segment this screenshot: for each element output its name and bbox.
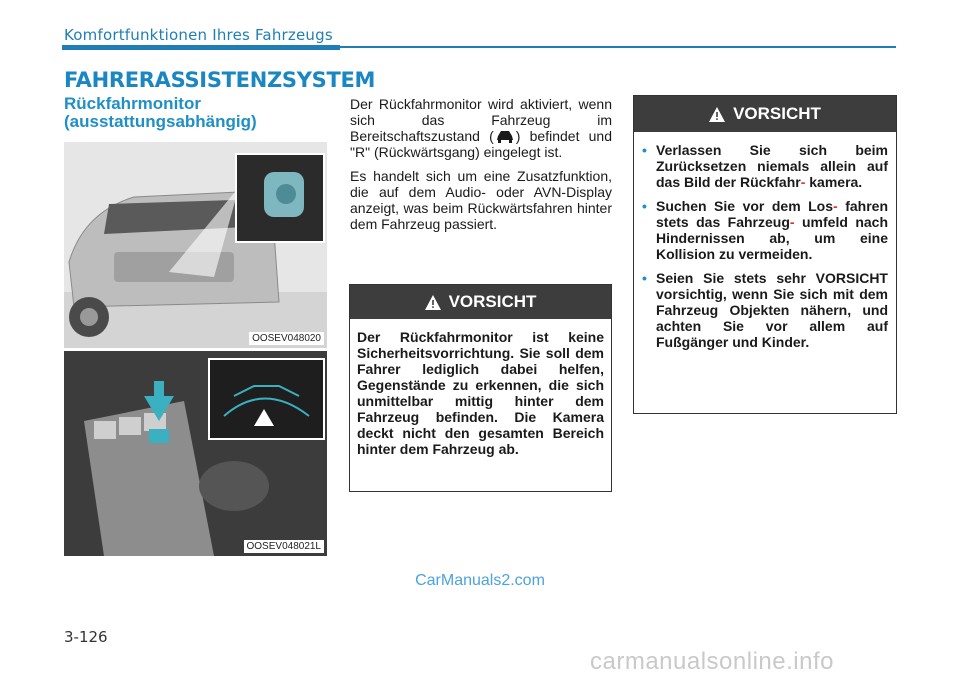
hyphen: - (789, 214, 795, 230)
list-item-text: Verlassen Sie sich beim Zurücksetzen niemals allein auf das Bild der Rückfahr (656, 142, 888, 190)
caution-box-list (633, 95, 897, 414)
caution-heading: VORSICHT (733, 104, 821, 123)
bullet-icon: • (642, 198, 647, 214)
section-header: Komfortfunktionen Ihres Fahrzeugs (64, 26, 333, 44)
body-paragraph-1-part2: ) befindet und "R" (Rückwärtsgang) eingelegt ist. (350, 128, 612, 160)
caution-text: Der Rückfahrmonitor ist keine Sicherheitsvorrichtung. Sie soll dem Fahrer lediglich dabei helfen, Gegenstände zu erkennen, die sich unmittelbar mittig hinter dem Fahrzeug befinden. Die Kamera deckt nicht den gesamten Bereich hinter dem Fahrzeug ab. (357, 329, 604, 457)
caution-box (349, 284, 612, 492)
list-item-text: Suchen Sie vor dem Los (656, 198, 834, 214)
caution-header (634, 96, 896, 132)
list-item-text-end: umfeld nach Hindernissen ab, um eine Kollision zu vermeiden. (656, 214, 888, 262)
gear-selector-photo (64, 351, 327, 556)
watermark-link[interactable]: CarManuals2.com (415, 572, 545, 589)
caution-header (350, 285, 611, 319)
image-caption: OOSEV048021L (244, 540, 325, 553)
bullet-icon: • (642, 270, 647, 286)
list-item (642, 270, 888, 350)
header-rule (62, 45, 340, 50)
subsection-title-line2: (ausstattungsabhängig) (64, 112, 257, 131)
body-paragraph-2: Es handelt sich um eine Zusatzfunktion, die auf dem Audio- oder AVN-Display anzeigt, was beim Rückwärtsfahren hinter dem Fahrzeug passiert. (350, 168, 612, 232)
list-item (642, 198, 888, 262)
hyphen: - (833, 198, 838, 214)
list-item-text-cont: fahren stets das Fahrzeug (656, 198, 888, 230)
page-number: 3-126 (64, 628, 108, 646)
caution-heading: VORSICHT (448, 292, 537, 311)
car-rear-illustration (64, 142, 327, 348)
header-rule-thin (340, 46, 896, 48)
list-item (642, 142, 888, 190)
console-illustration (64, 351, 327, 556)
body-paragraph-1-part1: Der Rückfahrmonitor wird aktiviert, wenn sich das Fahrzeug im Bereitschaftszustand ( (350, 96, 612, 144)
image-caption: OOSEV048020 (249, 332, 324, 345)
page-title: FAHRERASSISTENZSYSTEM (64, 68, 376, 92)
warning-triangle-icon (425, 295, 441, 310)
caution-list (634, 132, 896, 350)
list-item-text-cont: kamera. (809, 174, 863, 190)
subsection-title-line1: Rückfahrmonitor (64, 94, 201, 113)
bullet-icon: • (642, 142, 647, 158)
footer-watermark: carmanualsonline.info (590, 648, 834, 675)
body-text (350, 96, 612, 240)
rear-camera-photo (64, 142, 327, 348)
hyphen: - (800, 174, 806, 190)
warning-triangle-icon (709, 107, 725, 122)
subsection-title (64, 95, 334, 131)
body-paragraph-1 (350, 96, 612, 160)
list-item-text: Seien Sie stets sehr VORSICHT vorsichtig, wenn Sie sich mit dem Fahrzeug Objekten nähern, und achten Sie vor allem auf Fußgänger und Kinder. (656, 270, 888, 350)
vehicle-ready-icon (494, 129, 516, 143)
